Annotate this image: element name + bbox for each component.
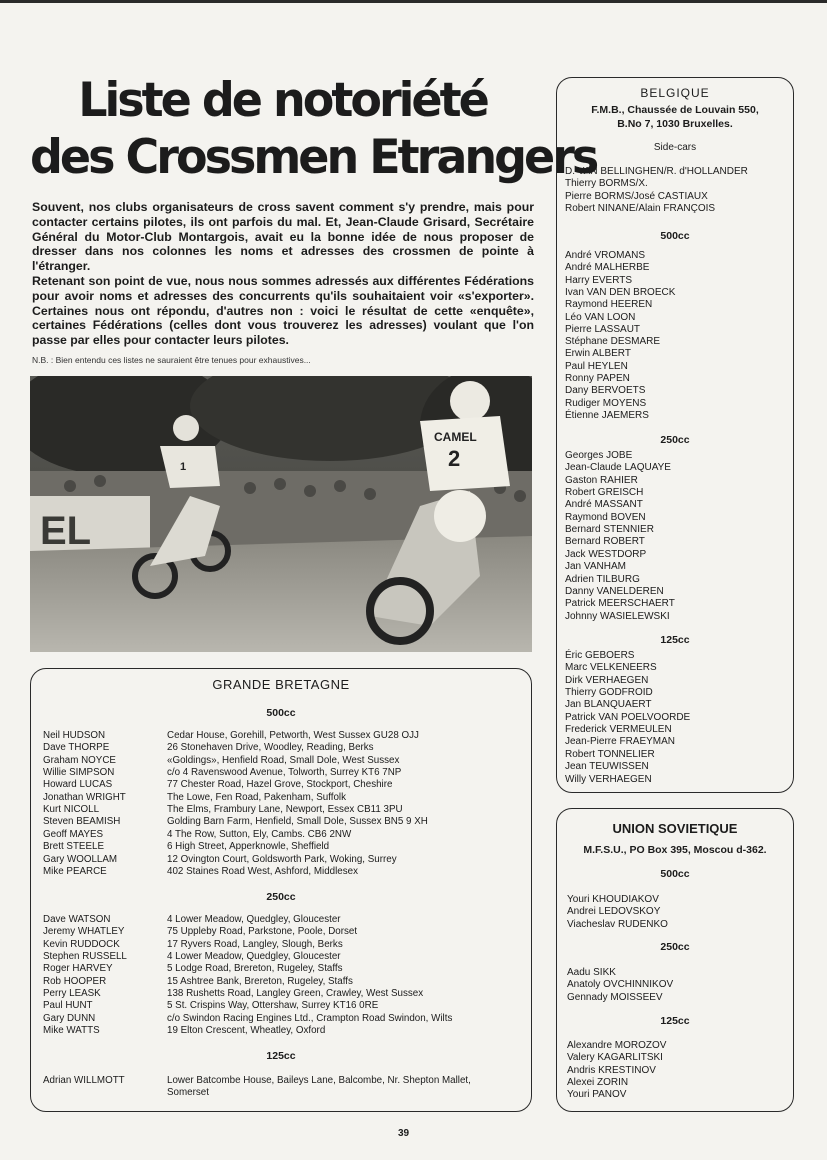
- rider-name: Dave THORPE: [43, 742, 110, 754]
- su-section-250cc: 250cc: [660, 941, 690, 953]
- rider-name: Youri KHOUDIAKOV: [567, 894, 659, 905]
- rider-name: Willie SIMPSON: [43, 767, 115, 779]
- rider-address: The Lowe, Fen Road, Pakenham, Suffolk: [167, 791, 346, 803]
- rider-name: André MASSANT: [565, 499, 643, 511]
- rider-name: Jean-Pierre FRAEYMAN: [565, 736, 676, 748]
- gb-section-500cc: 500cc: [266, 707, 296, 719]
- svg-text:EL: EL: [40, 509, 92, 553]
- belgique-box: [556, 77, 794, 793]
- title-line-2: des Crossmen Etrangers: [30, 129, 597, 185]
- rider-name: Ivan VAN DEN BROECK: [565, 286, 676, 298]
- article-title: [30, 71, 597, 185]
- rider-name: Léo VAN LOON: [565, 311, 636, 323]
- rider-address: 4 Lower Meadow, Quedgley, Gloucester: [167, 951, 341, 963]
- su-heading: UNION SOVIETIQUE: [612, 821, 738, 836]
- rider-name: Andrei LEDOVSKOY: [567, 906, 661, 918]
- rider-name: Jan BLANQUAERT: [565, 699, 652, 711]
- rider-address: 77 Chester Road, Hazel Grove, Stockport, Cheshire: [167, 779, 393, 791]
- rider-name: Robert NINANE/Alain FRANÇOIS: [565, 202, 716, 214]
- rider-name: André VROMANS: [565, 250, 646, 261]
- rider-name: Danny VANELDEREN: [565, 585, 664, 597]
- rider-name: Gennady MOISSEEV: [567, 991, 663, 1003]
- rider-name: Marc VELKENEERS: [565, 662, 657, 674]
- gb-section-125cc: 125cc: [266, 1050, 296, 1062]
- rider-name: Ronny PAPEN: [565, 373, 630, 384]
- gb-section-250cc: 250cc: [266, 891, 296, 903]
- rider-name: Paul HEYLEN: [565, 360, 628, 372]
- be-section-sidecars: Side-cars: [653, 142, 697, 153]
- rider-name: Rob HOOPER: [43, 975, 107, 987]
- rider-name: Patrick MEERSCHAERT: [565, 598, 675, 610]
- svg-text:2: 2: [448, 446, 461, 471]
- rider-name: Éric GEBOERS: [565, 650, 635, 661]
- rider-name: Willy VERHAEGEN: [565, 773, 652, 785]
- be-section-250cc: 250cc: [660, 434, 690, 446]
- motocross-photo: [30, 376, 532, 652]
- top-rule: [0, 0, 827, 3]
- rider-address: 402 Staines Road West, Ashford, Middlesex: [167, 865, 358, 877]
- rider-name: Erwin ALBERT: [565, 348, 631, 360]
- su-address: M.F.S.U., PO Box 395, Moscou d-362.: [583, 844, 767, 856]
- rider-address: 17 Ryvers Road, Langley, Slough, Berks: [167, 938, 343, 950]
- rider-name: D. VAN BELLINGHEN/R. d'HOLLANDER: [565, 166, 748, 177]
- rider-name: Patrick VAN POELVOORDE: [565, 711, 691, 723]
- rider-name: Adrian WILLMOTT: [43, 1075, 125, 1086]
- rider-address: 19 Elton Crescent, Wheatley, Oxford: [167, 1025, 326, 1037]
- rider-name: Thierry BORMS/X.: [565, 178, 648, 190]
- rider-name: Perry LEASK: [43, 988, 101, 1000]
- rider-name: Aadu SIKK: [567, 967, 616, 978]
- rider-name: Alexei ZORIN: [567, 1076, 629, 1088]
- rider-name: Howard LUCAS: [43, 779, 113, 791]
- svg-text:1: 1: [180, 461, 187, 473]
- rider-address: 75 Uppleby Road, Parkstone, Poole, Dorset: [167, 926, 358, 938]
- rider-address: c/o Swindon Racing Engines Ltd., Crampton Road Swindon, Wilts: [167, 1012, 453, 1024]
- rider-address: 26 Stonehaven Drive, Woodley, Reading, Berks: [167, 742, 374, 754]
- rider-name: Pierre LASSAUT: [565, 323, 641, 335]
- rider-name: Paul HUNT: [43, 1000, 93, 1012]
- rider-name: Jan VANHAM: [565, 561, 626, 573]
- rider-name: Gaston RAHIER: [565, 474, 638, 486]
- rider-name: André MALHERBE: [565, 262, 650, 274]
- rider-name: Stéphane DESMARE: [565, 336, 661, 348]
- rider-address: «Goldings», Henfield Road, Small Dole, West Sussex: [167, 754, 400, 766]
- rider-name: Bernard STENNIER: [565, 524, 654, 536]
- note-text: N.B. : Bien entendu ces listes ne sauraient être tenues pour exhaustives...: [32, 355, 311, 365]
- su-section-125cc: 125cc: [660, 1015, 690, 1027]
- rider-name: Thierry GODFROID: [565, 687, 653, 699]
- rider-address: 6 High Street, Apperknowle, Sheffield: [167, 841, 330, 853]
- rider-address: 4 The Row, Sutton, Ely, Cambs. CB6 2NW: [167, 828, 352, 840]
- rider-name: Stephen RUSSELL: [43, 951, 127, 963]
- rider-address: Lower Batcombe House, Baileys Lane, Balcombe, Nr. Shepton Mallet,: [167, 1075, 471, 1086]
- grande-bretagne-box: [30, 668, 532, 1112]
- be-section-125cc: 125cc: [660, 634, 690, 646]
- rider-name: Mike PEARCE: [43, 865, 107, 877]
- rider-name: Mike WATTS: [43, 1025, 100, 1037]
- rider-name: Dany BERVOETS: [565, 385, 646, 397]
- svg-text:CAMEL: CAMEL: [434, 430, 477, 444]
- union-sovietique-box: [556, 808, 794, 1112]
- rider-name: Adrien TILBURG: [565, 573, 640, 585]
- rider-name: Graham NOYCE: [43, 754, 116, 766]
- intro-paragraph-2: Retenant son point de vue, nous nous sommes adressés aux différentes Fédérations pour avoir noms et adresses des concurrents qu'ils souhaitaient voir «s'exporter». Certaines nous ont répondu, d'autres non : voici le résultat de cette «enquête», certaines Fédérations (celles dont vous trouverez les adresses) voulant que l'on passe par elles pour contacter leurs pilotes.: [32, 273, 534, 348]
- rider-name: Jean TEUWISSEN: [565, 761, 649, 773]
- be-heading: BELGIQUE: [640, 86, 710, 100]
- rider-name: Georges JOBE: [565, 450, 633, 461]
- rider-name: Pierre BORMS/José CASTIAUX: [565, 190, 708, 202]
- rider-address: The Elms, Frambury Lane, Newport, Essex CB11 3PU: [167, 804, 403, 816]
- rider-address: Golding Barn Farm, Henfield, Small Dole, Sussex BN5 9 XH: [167, 816, 428, 828]
- rider-name: Frederick VERMEULEN: [565, 724, 672, 736]
- rider-name: Steven BEAMISH: [43, 816, 121, 828]
- rider-name: Jean-Claude LAQUAYE: [565, 462, 671, 474]
- intro-paragraph-1: Souvent, nos clubs organisateurs de cross savent comment s'y prendre, mais pour contacter certains pilotes, ils ont parfois du mal. Et, Jean-Claude Grisard, Secrétaire Général du Motor-Club Montargois, avait eu la bonne idée de nous proposer de dresser dans nos colonnes les noms et adresses des crossmen de pointe à l'étranger.: [32, 200, 534, 274]
- rider-name: Kurt NICOLL: [43, 804, 100, 816]
- be-address-line-2: B.No 7, 1030 Bruxelles.: [617, 118, 733, 130]
- rider-name: Johnny WASIELEWSKI: [565, 610, 670, 622]
- rider-name: Valery KAGARLITSKI: [567, 1052, 663, 1064]
- rider-name: Neil HUDSON: [43, 730, 106, 741]
- be-section-500cc: 500cc: [660, 230, 690, 242]
- page-number: 39: [398, 1128, 410, 1139]
- rider-address: 5 St. Crispins Way, Ottershaw, Surrey KT16 0RE: [167, 1000, 379, 1012]
- rider-name: Geoff MAYES: [43, 828, 104, 840]
- rider-name: Raymond BOVEN: [565, 511, 646, 523]
- rider-name: Robert TONNELIER: [565, 748, 655, 760]
- rider-name: Dirk VERHAEGEN: [565, 674, 649, 686]
- rider-name: Youri PANOV: [567, 1089, 627, 1101]
- rider-name: Brett STEELE: [43, 841, 104, 853]
- be-address-line-1: F.M.B., Chaussée de Louvain 550,: [591, 104, 759, 116]
- rider-name: Rudiger MOYENS: [565, 397, 647, 409]
- rider-name: Viacheslav RUDENKO: [567, 918, 668, 930]
- rider-name: Gary DUNN: [43, 1012, 96, 1024]
- rider-name: Robert GREISCH: [565, 487, 644, 499]
- gb-heading: GRANDE BRETAGNE: [212, 677, 350, 692]
- rider-name: Dave WATSON: [43, 914, 111, 925]
- rider-address-cont: Somerset: [167, 1087, 209, 1098]
- title-line-1: Liste de notoriété: [78, 71, 487, 127]
- rider-name: Raymond HEEREN: [565, 299, 653, 311]
- rider-name: Étienne JAEMERS: [565, 409, 649, 421]
- rider-address: Cedar House, Gorehill, Petworth, West Sussex GU28 OJJ: [167, 730, 419, 741]
- rider-address: 138 Rushetts Road, Langley Green, Crawley, West Sussex: [167, 988, 424, 1000]
- rider-name: Jeremy WHATLEY: [43, 926, 125, 938]
- rider-name: Bernard ROBERT: [565, 536, 645, 548]
- rider-name: Andris KRESTINOV: [567, 1064, 656, 1076]
- intro-text: [32, 200, 534, 348]
- rider-name: Anatoly OVCHINNIKOV: [567, 979, 674, 991]
- rider-address: 15 Ashtree Bank, Brereton, Rugeley, Staffs: [167, 975, 353, 987]
- rider-name: Alexandre MOROZOV: [567, 1040, 667, 1051]
- su-section-500cc: 500cc: [660, 868, 690, 880]
- rider-address: 12 Ovington Court, Goldsworth Park, Woking, Surrey: [167, 853, 397, 865]
- rider-name: Gary WOOLLAM: [43, 853, 118, 865]
- rider-name: Jonathan WRIGHT: [43, 791, 126, 803]
- rider-name: Kevin RUDDOCK: [43, 938, 120, 950]
- rider-name: Harry EVERTS: [565, 274, 633, 286]
- rider-name: Jack WESTDORP: [565, 548, 647, 560]
- rider-address: c/o 4 Ravenswood Avenue, Tolworth, Surrey KT6 7NP: [167, 767, 402, 779]
- rider-address: 4 Lower Meadow, Quedgley, Gloucester: [167, 914, 341, 925]
- rider-address: 5 Lodge Road, Brereton, Rugeley, Staffs: [167, 963, 343, 975]
- rider-name: Roger HARVEY: [43, 963, 113, 975]
